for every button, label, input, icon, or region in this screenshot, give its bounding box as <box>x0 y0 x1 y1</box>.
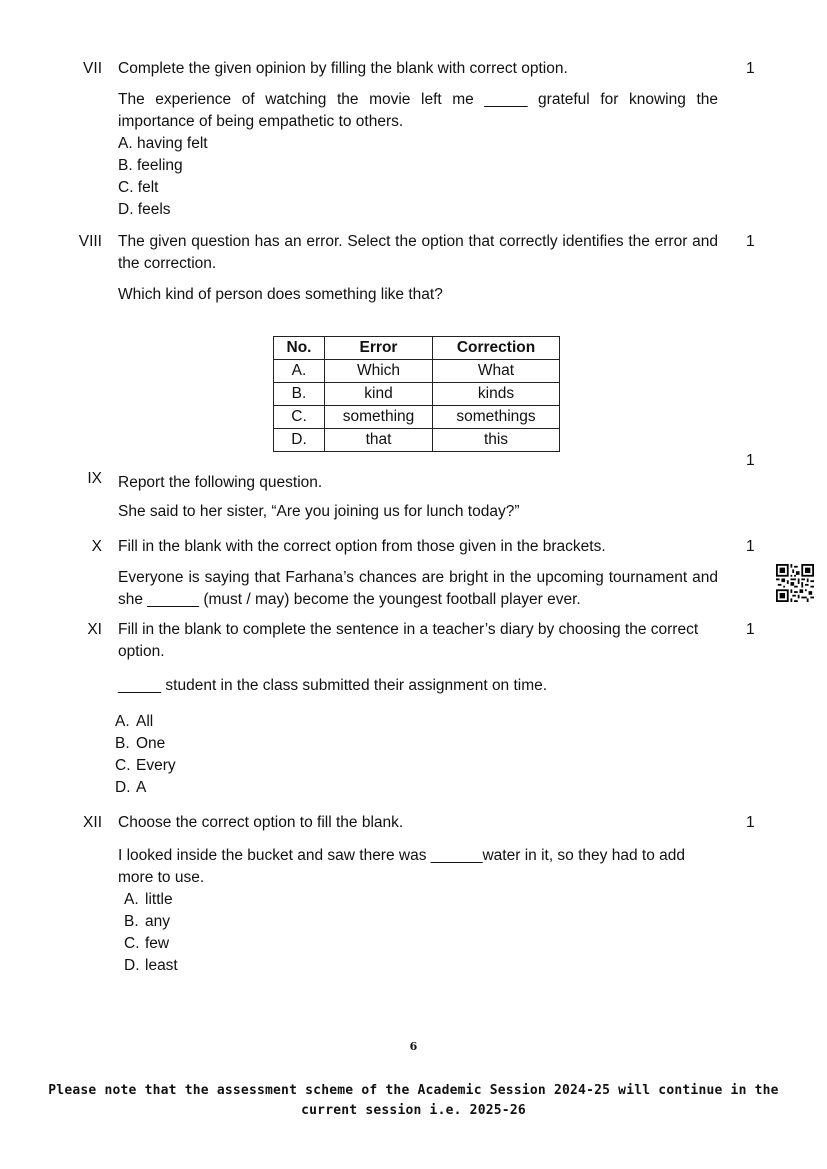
question-instruction: Fill in the blank to complete the sentence in a teacher’s diary by choosing the correct option. <box>118 621 699 660</box>
question-instruction: Report the following question. <box>118 474 323 491</box>
option-b: B. One <box>115 735 166 752</box>
table-row <box>274 383 560 406</box>
question-instruction: Choose the correct option to fill the blank. <box>118 814 404 831</box>
question-marks: 1 <box>746 233 755 250</box>
question-sentence: She said to her sister, “Are you joining us for lunch today?” <box>118 503 520 520</box>
question-instruction: Complete the given opinion by filling the blank with correct option. <box>118 60 568 77</box>
option-a: A. little <box>124 891 173 908</box>
option-d: D. least <box>124 957 178 974</box>
table-header-error: Error <box>325 337 433 360</box>
table-cell-correction: What <box>433 360 560 383</box>
table-header-no: No. <box>274 337 325 360</box>
options-list <box>124 889 718 977</box>
table-cell-no: A. <box>274 360 325 383</box>
table-cell-correction: this <box>433 429 560 452</box>
option-a: A. having felt <box>118 135 208 152</box>
option-c: C. few <box>124 935 170 952</box>
options-list <box>115 711 718 799</box>
question-number: X <box>91 538 102 555</box>
option-a: A. All <box>115 713 154 730</box>
option-b: B. any <box>124 913 170 930</box>
question-number: XI <box>87 621 102 638</box>
question-sentence: _____ student in the class submitted their assignment on time. <box>118 677 548 694</box>
table-cell-no: D. <box>274 429 325 452</box>
question-number: XII <box>83 814 102 831</box>
table-cell-error: something <box>325 406 433 429</box>
question-sentence: Everyone is saying that Farhana’s chances are bright in the upcoming tournament and she ______ (must / may) become the youngest football player ever. <box>118 569 718 608</box>
option-c: C. Every <box>115 757 176 774</box>
question-marks: 1 <box>746 814 755 831</box>
option-d: D. feels <box>118 201 171 218</box>
question-number: VIII <box>78 233 102 250</box>
table-row <box>274 406 560 429</box>
table-row <box>274 360 560 383</box>
table-cell-correction: kinds <box>433 383 560 406</box>
table-cell-no: B. <box>274 383 325 406</box>
question-number: IX <box>87 470 102 487</box>
option-c: C. felt <box>118 179 159 196</box>
question-sentence: Which kind of person does something like that? <box>118 286 443 303</box>
question-instruction: The given question has an error. Select the option that correctly identifies the error and the correction. <box>118 233 718 272</box>
table-header-correction: Correction <box>433 337 560 360</box>
table-cell-error: that <box>325 429 433 452</box>
qr-code-icon <box>776 564 814 602</box>
question-marks: 1 <box>746 538 755 555</box>
option-d: D. A <box>115 779 147 796</box>
option-b: B. feeling <box>118 157 183 174</box>
table-header-row <box>274 337 560 360</box>
question-marks: 1 <box>746 621 755 638</box>
question-marks: 1 <box>746 452 755 469</box>
question-number: VII <box>83 60 102 77</box>
footer-note: Please note that the assessment scheme of the Academic Session 2024-25 will continue in the current session i.e. 2025-26 <box>48 1083 779 1118</box>
error-correction-table <box>273 336 560 452</box>
question-instruction: Fill in the blank with the correct option from those given in the brackets. <box>118 538 606 555</box>
table-cell-correction: somethings <box>433 406 560 429</box>
page-number: 6 <box>409 1040 418 1053</box>
table-cell-error: Which <box>325 360 433 383</box>
question-sentence: The experience of watching the movie left me _____ grateful for knowing the importance of being empathetic to others. <box>118 91 718 130</box>
question-marks: 1 <box>746 60 755 77</box>
table-row <box>274 429 560 452</box>
table-cell-no: C. <box>274 406 325 429</box>
table-cell-error: kind <box>325 383 433 406</box>
question-sentence: I looked inside the bucket and saw there was ______water in it, so they had to add more to use. <box>118 847 685 886</box>
